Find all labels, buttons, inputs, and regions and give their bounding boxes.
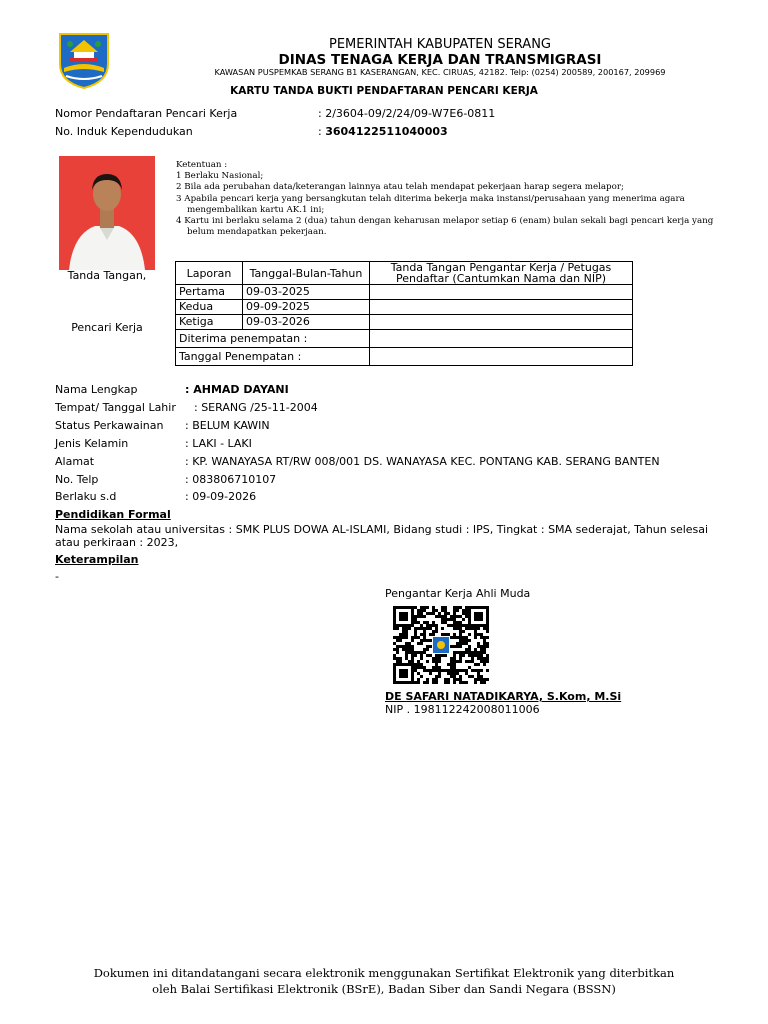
nik-value: : 3604122511040003 xyxy=(318,125,448,138)
header-address: KAWASAN PUSPEMKAB SERANG B1 KASERANGAN, KEC. CIRUAS, 42182. Telp: (0254) 200589, 200167, 209969 xyxy=(214,67,666,77)
signature-qr-code xyxy=(393,606,489,684)
table-row xyxy=(176,315,633,330)
row-signature xyxy=(370,348,633,366)
tanggal-penempatan: Tanggal Penempatan : xyxy=(176,348,370,366)
header-tanggal: Tanggal-Bulan-Tahun xyxy=(243,262,370,285)
signer-nip: NIP . 198112242008011006 xyxy=(385,703,540,716)
nik-label: No. Induk Kependudukan xyxy=(55,125,193,138)
header-department: DINAS TENAGA KERJA DAN TRANSMIGRASI xyxy=(278,52,602,68)
row-date: 09-09-2025 xyxy=(243,300,370,315)
ttl-label: Tempat/ Tanggal Lahir xyxy=(55,401,176,414)
signer-title: Pengantar Kerja Ahli Muda xyxy=(385,587,531,600)
signature-label-bottom: Pencari Kerja xyxy=(71,321,143,334)
regency-logo xyxy=(56,30,112,90)
status-value: : BELUM KAWIN xyxy=(185,419,270,432)
berlaku-value: : 09-09-2026 xyxy=(185,490,257,503)
footer-line-2: oleh Balai Sertifikasi Elektronik (BSrE), Badan Siber dan Sandi Negara (BSSN) xyxy=(152,982,616,996)
signature-label-top: Tanda Tangan, xyxy=(67,269,147,282)
alamat-label: Alamat xyxy=(55,455,95,468)
table-row xyxy=(176,330,633,348)
footer-line-1: Dokumen ini ditandatangani secara elektronik menggunakan Sertifikat Elektronik yang diterbitkan xyxy=(93,966,675,980)
ketentuan-title: Ketentuan : xyxy=(176,160,228,170)
row-signature xyxy=(370,300,633,315)
registration-number-value: : 2/3604-09/2/24/09-W7E6-0811 xyxy=(318,107,496,120)
ketentuan-item: 1 Berlaku Nasional; xyxy=(176,171,264,182)
row-signature xyxy=(370,285,633,300)
row-signature xyxy=(370,315,633,330)
row-date: 09-03-2025 xyxy=(243,285,370,300)
footer-note xyxy=(0,965,768,997)
table-row xyxy=(176,300,633,315)
ketentuan-item: 4 Kartu ini berlaku selama 2 (dua) tahun dengan keharusan melapor setiap 6 (enam) bulan sekali bagi pencari kerja yang belum mendapatkan pekerjaan. xyxy=(176,216,714,238)
pendidikan-text: Nama sekolah atau universitas : SMK PLUS DOWA AL-ISLAMI, Bidang studi : IPS, Tingkat : SMA sederajat, Tahun selesai atau perkiraan : 2023, xyxy=(55,523,709,549)
header-government: PEMERINTAH KABUPATEN SERANG xyxy=(329,37,551,52)
row-signature xyxy=(370,330,633,348)
nik-number: 3604122511040003 xyxy=(325,125,448,138)
nama-value: : AHMAD DAYANI xyxy=(185,383,289,396)
status-label: Status Perkawainan xyxy=(55,419,164,432)
applicant-photo xyxy=(59,156,155,270)
pendidikan-title: Pendidikan Formal xyxy=(55,508,171,521)
nama-label: Nama Lengkap xyxy=(55,383,138,396)
table-row xyxy=(176,348,633,366)
laporan-table xyxy=(175,261,633,366)
ketentuan-section xyxy=(176,160,721,238)
jenis-kelamin-label: Jenis Kelamin xyxy=(55,437,129,450)
keterampilan-title: Keterampilan xyxy=(55,553,139,566)
row-date: 09-03-2026 xyxy=(243,315,370,330)
row-label: Ketiga xyxy=(176,315,243,330)
alamat-value: : KP. WANAYASA RT/RW 008/001 DS. WANAYASA KEC. PONTANG KAB. SERANG BANTEN xyxy=(185,455,660,468)
table-row xyxy=(176,285,633,300)
row-label: Pertama xyxy=(176,285,243,300)
header-tanda-tangan: Tanda Tangan Pengantar Kerja / Petugas Pendaftar (Cantumkan Nama dan NIP) xyxy=(370,262,633,285)
telp-value: : 083806710107 xyxy=(185,473,277,486)
telp-label: No. Telp xyxy=(55,473,99,486)
signer-name: DE SAFARI NATADIKARYA, S.Kom, M.Si xyxy=(385,690,622,703)
ketentuan-item: 3 Apabila pencari kerja yang bersangkutan telah diterima bekerja maka instansi/perusahaan yang menerima agara mengembalikan kartu AK.1 ini; xyxy=(176,193,685,215)
table-header-row xyxy=(176,262,633,285)
ketentuan-item: 2 Bila ada perubahan data/keterangan lainnya atau telah mendapat pekerjaan harap segera melapor; xyxy=(176,182,624,193)
registration-number-label: Nomor Pendaftaran Pencari Kerja xyxy=(55,107,238,120)
keterampilan-value: - xyxy=(55,570,59,583)
header-laporan: Laporan xyxy=(176,262,243,285)
diterima-penempatan: Diterima penempatan : xyxy=(176,330,370,348)
berlaku-label: Berlaku s.d xyxy=(55,490,117,503)
document-title: KARTU TANDA BUKTI PENDAFTARAN PENCARI KERJA xyxy=(230,85,538,97)
jenis-kelamin-value: : LAKI - LAKI xyxy=(185,437,252,450)
ttl-value: : SERANG /25-11-2004 xyxy=(194,401,318,414)
row-label: Kedua xyxy=(176,300,243,315)
